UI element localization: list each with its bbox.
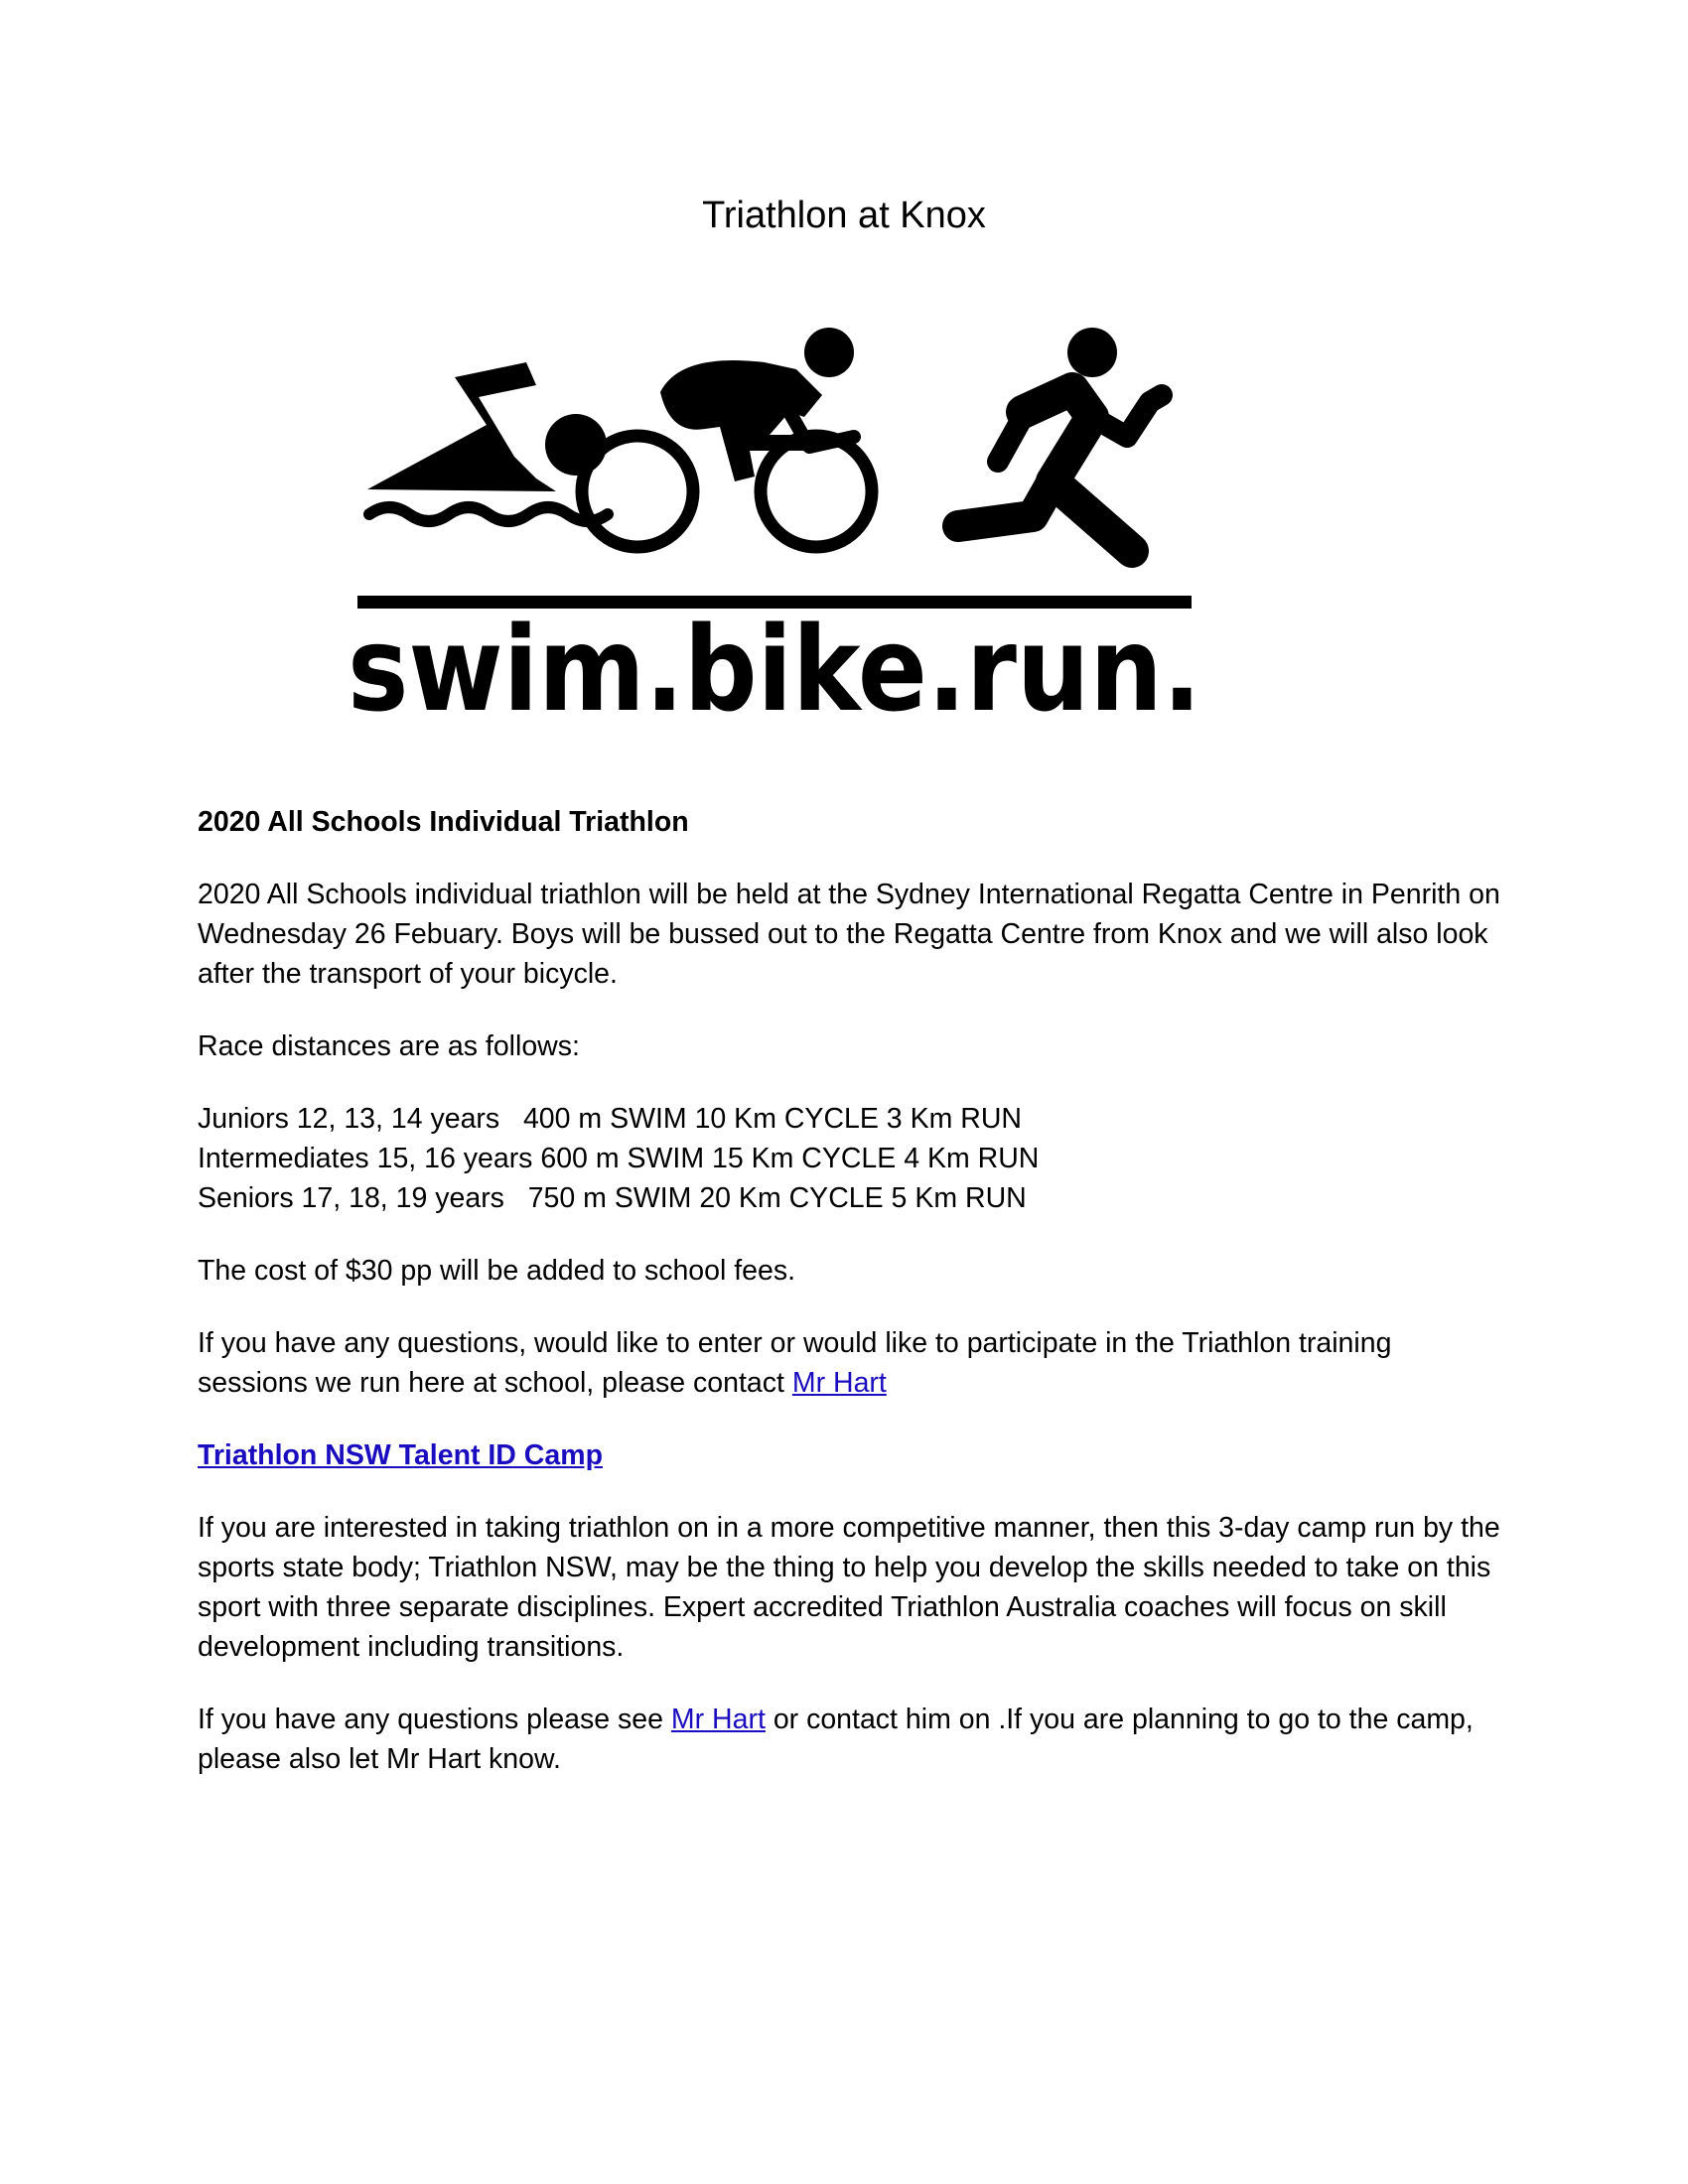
age-group: Juniors 12, 13, 14 years <box>198 1103 500 1135</box>
distances-intro: Race distances are as follows: <box>198 1030 580 1062</box>
talent-id-heading <box>198 1435 1508 1475</box>
cyclist-icon <box>582 328 872 547</box>
distance-detail: 750 m SWIM 20 Km CYCLE 5 Km RUN <box>527 1182 1027 1214</box>
questions-paragraph: If you have any questions, would like to enter or would like to participate in the Triathlon training sessions we run here at school, please contact Mr Hart <box>198 1327 1392 1399</box>
intro-paragraph: 2020 All Schools individual triathlon will be held at the Sydney International Regatta Centre in Penrith on Wednesday 26 Febuary. Boys will be bussed out to the Regatta Centre from Knox and we will also look after the transport of your bicycle. <box>198 879 1500 990</box>
swimmer-icon <box>367 362 608 521</box>
logo-text: swim.bike.run. <box>348 601 1201 735</box>
distance-row-juniors <box>198 1099 1508 1139</box>
cost-paragraph: The cost of $30 pp will be added to school fees. <box>198 1255 796 1287</box>
age-group: Seniors 17, 18, 19 years <box>198 1182 504 1214</box>
distance-detail: 600 m SWIM 15 Km CYCLE 4 Km RUN <box>540 1143 1040 1174</box>
runner-icon <box>958 328 1162 551</box>
talent-id-camp-link[interactable]: Triathlon NSW Talent ID Camp <box>198 1439 603 1471</box>
mr-hart-link[interactable]: Mr Hart <box>791 1367 887 1399</box>
age-group: Intermediates 15, 16 years <box>198 1143 533 1174</box>
talent-id-paragraph: If you are interested in taking triathlon on in a more competitive manner, then this 3-day camp run by the sports state body; Triathlon NSW, may be the thing to help you develop the skills needed to take on this sport with three separate disciplines. Expert accredited Triathlon Australia coaches will focus on skill development including transitions. <box>198 1512 1500 1663</box>
race-distances-list <box>198 1099 1508 1218</box>
distance-row-seniors <box>198 1178 1508 1218</box>
distance-row-intermediates <box>198 1139 1508 1178</box>
contact-paragraph: If you have any questions please see Mr Hart or contact him on .If you are planning to go to the camp, please also let Mr Hart know. <box>198 1704 1474 1775</box>
page-title: Triathlon at Knox <box>702 195 986 236</box>
section-heading-all-schools: 2020 All Schools Individual Triathlon <box>198 806 689 838</box>
swim-bike-run-logo <box>338 318 1331 735</box>
distance-detail: 400 m SWIM 10 Km CYCLE 3 Km RUN <box>522 1103 1022 1135</box>
document-body <box>198 802 1508 1812</box>
mr-hart-link-2[interactable]: Mr Hart <box>670 1704 766 1735</box>
